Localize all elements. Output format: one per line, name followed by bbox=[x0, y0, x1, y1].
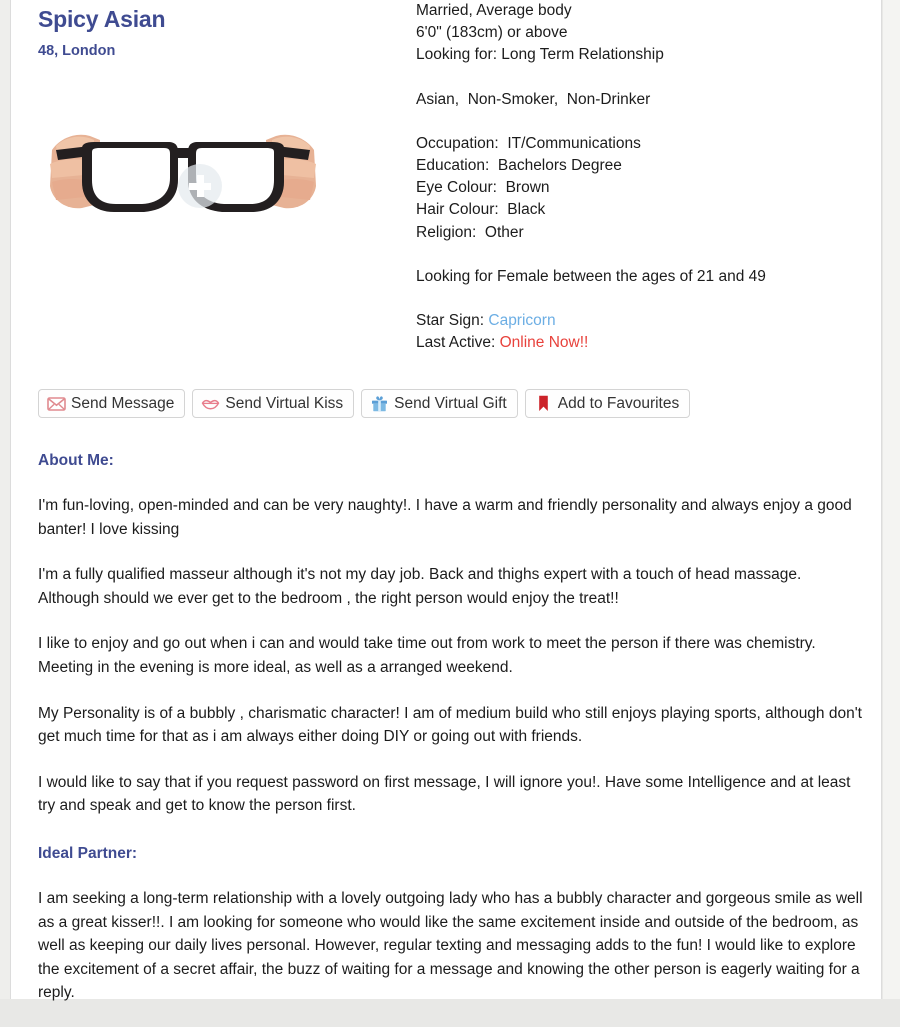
add-photo-plus-badge[interactable] bbox=[178, 164, 222, 208]
left-page-gutter bbox=[0, 0, 10, 999]
detail-education: Education: Bachelors Degree bbox=[416, 157, 622, 175]
detail-group-activity bbox=[416, 310, 876, 354]
detail-hair-colour: Hair Colour: Black bbox=[416, 201, 546, 219]
plus-vertical-bar bbox=[197, 175, 204, 197]
detail-group-basics bbox=[416, 0, 876, 67]
detail-star-sign bbox=[416, 310, 876, 332]
send-message-button[interactable] bbox=[38, 389, 185, 418]
about-me-section bbox=[38, 452, 864, 818]
right-page-gutter bbox=[883, 0, 900, 999]
ideal-partner-paragraph: I am seeking a long-term relationship with a lovely outgoing lady who has a bubbly character and gorgeous smile as well as a great kisser!!. I am looking for someone who would like the same excitement inside and outside of the bedroom, as well as keeping our daily lives personal. However, regular texting and messaging adds to the fun! I would like to explore the excitement of a secret affair, the buzz of waiting for a message and knowing the other person is eagerly waiting for a reply. bbox=[38, 889, 863, 1002]
ideal-partner-section bbox=[38, 845, 864, 1005]
status-badge: Online Now!! bbox=[499, 334, 589, 352]
about-me-paragraph: I'm a fully qualified masseur although it's not my day job. Back and thighs expert with a touch of head massage. Although should we ever get to the bedroom , the right person would enjoy the treat!! bbox=[38, 566, 802, 607]
send-virtual-kiss-button[interactable] bbox=[192, 389, 354, 418]
profile-body-sections bbox=[38, 452, 864, 1027]
send-virtual-kiss-label: Send Virtual Kiss bbox=[225, 394, 344, 412]
last-active-label: Last Active: bbox=[416, 334, 500, 352]
profile-age-location: 48, London bbox=[38, 43, 116, 59]
detail-group-seeking bbox=[416, 266, 876, 288]
profile-header-section bbox=[11, 0, 881, 372]
about-me-paragraph: I'm fun-loving, open-minded and can be very naughty!. I have a warm and friendly personality and always enjoy a good banter! I love kissing bbox=[38, 497, 852, 538]
detail-height: 6'0" (183cm) or above bbox=[416, 24, 568, 42]
star-sign-value-link[interactable]: Capricorn bbox=[488, 312, 556, 330]
about-me-paragraph: My Personality is of a bubbly , charismatic character! I am of medium build who still enjoys playing sports, although don't get much time for that as i am always either doing DIY or going out with friends. bbox=[38, 704, 862, 746]
detail-seeking: Looking for Female between the ages of 21 and 49 bbox=[416, 267, 766, 285]
about-me-heading: About Me: bbox=[38, 452, 114, 469]
about-me-paragraph: I would like to say that if you request password on first message, I will ignore you!. Have some Intelligence and at least try and speak and get to know the person first. bbox=[38, 773, 851, 815]
profile-page bbox=[10, 0, 882, 1002]
star-sign-label: Star Sign: bbox=[416, 312, 489, 330]
detail-group-traits bbox=[416, 89, 876, 111]
detail-group-background bbox=[416, 133, 876, 244]
detail-religion: Religion: Other bbox=[416, 223, 524, 241]
profile-photo[interactable] bbox=[38, 104, 328, 234]
detail-last-active bbox=[416, 332, 876, 354]
add-to-favourites-button[interactable] bbox=[525, 389, 690, 418]
envelope-icon bbox=[47, 394, 66, 413]
send-message-label: Send Message bbox=[71, 394, 175, 412]
detail-eye-colour: Eye Colour: Brown bbox=[416, 179, 550, 197]
profile-details-column bbox=[416, 0, 876, 354]
detail-occupation: Occupation: IT/Communications bbox=[416, 134, 641, 152]
bookmark-icon bbox=[534, 394, 553, 413]
about-me-paragraph: I like to enjoy and go out when i can and would take time out from work to meet the person if there was chemistry. Meeting in the evening is more ideal, as well as a arranged weekend. bbox=[38, 635, 816, 676]
eyeglasses-photo-icon bbox=[38, 104, 328, 234]
send-virtual-gift-label: Send Virtual Gift bbox=[394, 394, 507, 412]
profile-identity-column bbox=[38, 0, 398, 234]
page-title: Spicy Asian bbox=[38, 6, 166, 32]
profile-action-bar bbox=[38, 389, 690, 418]
lips-icon bbox=[201, 394, 220, 413]
send-virtual-gift-button[interactable] bbox=[361, 389, 518, 418]
detail-traits: Asian, Non-Smoker, Non-Drinker bbox=[416, 90, 651, 108]
detail-looking-for: Looking for: Long Term Relationship bbox=[416, 46, 664, 64]
ideal-partner-heading: Ideal Partner: bbox=[38, 844, 138, 862]
add-to-favourites-label: Add to Favourites bbox=[557, 394, 680, 412]
gift-icon bbox=[370, 394, 389, 413]
detail-status: Married, Average body bbox=[416, 2, 572, 19]
